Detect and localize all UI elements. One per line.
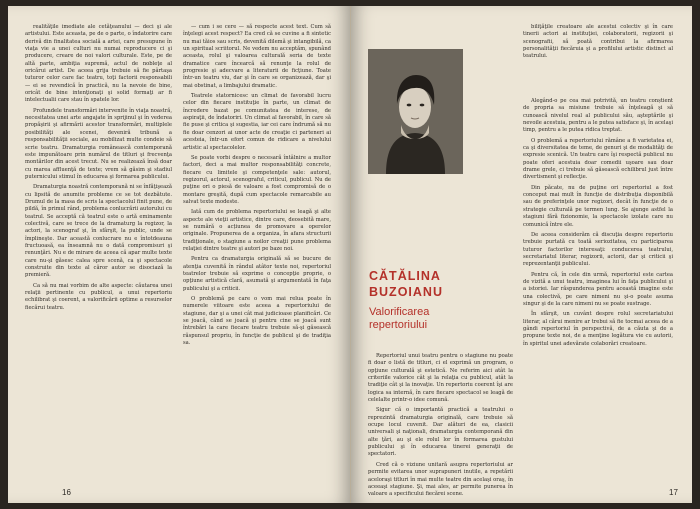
paragraph: Iată cum de problema repertoriului se leagă şi alte aspecte ale vieţii artistice, dintre care, deosebită mare, se numără o acțiunea de promovare a operelor originale. Propunerea de a organiza, în afara structurii tradiţionale, o stagiune a noilor creaţii pune problema relaţiei dintre teatre şi autori pe baze noi. [183,209,331,252]
author-first-name: CĂTĂLINA [369,269,441,283]
portrait-image [368,49,463,174]
page-number: 17 [669,488,678,497]
paragraph: Pentru că, în cele din urmă, repertoriul este cartea de vizită a unui teatru, imaginea lui în faţa publicului şi a istoriei. Iar răspunderea pentru această imagine este una colectivă, pe care nimeni nu şi-o poate asuma singur şi de la care nimeni nu se poate sustrage. [523,271,673,307]
left-column-2 [183,24,331,484]
left-page [8,6,351,503]
paragraph: Cred că o viziune unitară asupra repertoriului ar permite evitarea unor suprapuneri inutile, a repetării aceloraşi titluri în mai multe teatre din acelaşi oraş, în aceeaşi stagiune. Şi, mai ales, ar permite punerea în valoare a specificului fiecărei scene. [368,461,513,498]
right-page [351,6,692,503]
paragraph: De aceea considerăm că discuţia despre repertoriu trebuie purtată cu toată seriozitatea, cu participarea tuturor factorilor interesaţi: conducerea teatrului, secretariatul literar, regizorii, actorii, dar şi criticii şi reprezentanţii publicului. [523,231,673,268]
right-top-column [523,24,673,94]
left-column-1 [25,24,172,484]
paragraph: Ca să nu mai vorbim de alte aspecte: căutarea unei relaţii pertinente cu publicul, a unui repertoriu echilibrat şi coerent, a valorificării optime a resurselor fiecărui teatru. [25,282,172,311]
paragraph: Pentru ca dramaturgia originală să se bucure de atenţia cuvenită în rândul atâtor texte noi, repertoriul teatrelor trebuie să exprime o concepţie proprie, o opţiune artistică clară, asumată şi argumentată în faţa publicului şi a criticii. [183,256,331,292]
paragraph: Profundele transformări intervenite în viaţa noastră, necesitatea unei arte angajate în sprijinul şi în vederea propăşirii şi afirmării acestor transformări, multiplele posibilităţi ale scenei, deveniră tribună a responsabilităţii sociale, au mobilizat multe condeie să scrie teatru. Dramaturgia românească contemporană este impunătoare prin numărul de titluri şi frecvenţa montărilor din acest trecut. Nu se realizează însă doar cu marea affluenţă de texte; vrem să găsim şi stadiul puternicului stimul în educarea şi formarea publicului. [25,107,172,180]
paragraph: Dramaturgia noastră contemporană ni se înfăţişează cu lipsită de anumite probleme ce se tot dezbătute. Drumul de la masa de scris la spectacolul finit pune, de pildă, în primul rând, problema conlucrării autorului cu teatrul. Se acceptă că teatrul este o artă eminamente colectivă, care se trece de la dramaturg la regizor, la actori, la scenograf şi, în sfârşit, la public, unde se împlineşte. Dar această conlucrare nu e întotdeauna fructuoasă, ea înseamnă nu o dată compromisuri şi renunţări. Nu e de mirare de aceea că apar multe texte care nu-şi găsesc calea spre scenă, ca şi spectacole construite din texte al căror autor se disociază la premieră. [25,184,172,279]
paragraph: — cum i se cere — să respecte acest text. Cum să înţelegi acest respect? Ea cred că se cuvine a fi sintetic nu mai tăios sau scris, devenită dilemă şi intangibilă, ca un spiritual scriitorul. Ne vedem nu acceptăm, spunând aceasta, rolul şi valoarea culturală seria de texte dramatice care încearcă să renunţe la rolul de progresie şi adecvare a literaturii de ficţiune. Toate într-un teatru viu, dar şi în care se organizează, dar şi mai obstinat, a limbajului dramatic. [183,24,331,89]
paragraph: Teatrele statornicesc un climat de favorabil lucru celor din fiecare instituţie în parte, un climat de încredere bazat pe comunitatea de interese, de aspiraţii, de îndatoriri. Un climat al favorabil, în care să fie puse şi critica şi sugestia, iar cei care îndrumă să nu fie doar cenzori ai unor acte de creaţie ci parteneri ai acesteia, într-un efort comun de ridicare a nivelului artistic al spectacolelor. [183,93,331,151]
author-last-name: BUZOIANU [369,285,443,299]
paragraph: Sigur că o importantă practică a teatrului o reprezintă dramaturgia originală, care trebuie să ocupe locul cuvenit. Dar alături de ea, clasicii universali şi naţionali, dramaturgia contemporană din alte ţări, au şi ele rolul lor în formarea gustului publicului şi în educarea tinerei generaţii de spectatori. [368,407,513,458]
paragraph: O problemă pe care o vom mai relua poate în numerele viitoare este aceea a repertoriului de stagiune, dar şi a unei cât mai judicioase planificări. Ce se joacă, când se joacă şi pentru cine se joacă sunt întrebări la care fiecare teatru trebuie să-şi găsească răspunsul propriu, în funcţie de publicul şi de tradiţia sa. [183,296,331,347]
paragraph: Se poate vorbi despre o necesară întâlnire a multor factori, deci a mai multor responsabilităţi concrete, fiecare cu limitele şi competenţele sale: autorul, regizorul, actorul, scenograful, criticul, publicul. Nu de puţine ori o piesă de valoare a fost compromisă de o montare greşită, după cum spectacole remarcabile au salvat texte modeste. [183,154,331,205]
author-photo [368,49,463,174]
page-number: 16 [62,488,71,497]
paragraph: În sfârşit, un cuvânt despre rolul secretariatului literar, al cărui menire ar trebui să fie tocmai aceea de a gândi repertoriul în perspectivă, de a căuta şi de a propune texte noi, de a menţine legătura vie cu autorii, în spiritul unei adevărate colaborări creatoare. [523,311,673,347]
right-column [523,98,673,491]
article-title: Valorificarea repertoriului [369,306,430,331]
paragraph: biliţăţile creatoare ale acestui colectiv şi în care tinerii actori ai instituţiei, colaboratorii, regizorii şi scenografii, să poată contribui la afirmarea personalităţii fiecăruia şi a profilului artistic distinct al teatrului. [523,24,673,60]
paragraph: Repertoriul unui teatru pentru o stagiune nu poate fi doar o listă de titluri, ci el exprimă un program, o opţiune culturală şi estetică. Ne referim aici atât la criteriile valorice cât şi la relaţia cu publicul, atât la tradiţie cât şi la inovaţie. Un repertoriu coerent îşi are logica sa internă, în care fiecare spectacol se leagă de celelalte printr-o idee comună. [368,353,513,404]
paragraph: realităţile imediate ale cetăţeanului — deci şi ale artistului. Este aceasta, pe de o parte, o îndatorire care derivă din finalitatea socială a artei, care presupune în viaţa vie a unei culturi nu numai reproducere ci şi producere, creare de noi valori culturale. Este, pe de altă parte, ambiţia supremă, actul de nobleţe al oricărui artist. De aceea grija trebuie să fie pârtaşa tuturor celor care fac teatru, toţi factorii responsabili — ei se revendică în practică, nu la nevoie de bine, oricât de bine intenţionaţi şi solid formaţi ar fi intelectualii care stau în spatele lor. [25,24,172,104]
author-name [369,268,479,300]
paragraph: Din păcate, nu de puţine ori repertoriul a fost conceput mai mult în funcţie de distribuţia disponibilă sau de preferinţele unor regizori, decât în funcţie de o strategie culturală pe termen lung. Se ajunge astfel la stagiuni fără fizionomie, la spectacole izolate care nu comunică între ele. [523,184,673,228]
paragraph: O problemă a repertoriului rămâne a fi varietatea ei, ca şi diversitatea de teme, de genuri şi de modalităţi de expresie scenică. Un teatru care îşi respectă publicul nu poate oferi acestuia doar comedii uşoare sau doar drame grele, ci trebuie să găsească echilibrul just între divertisment şi reflecţie. [523,137,673,181]
right-lower-column [368,353,513,498]
paragraph: Alegând-o pe cea mai potrivită, un teatru conștient de propria sa misiune trebuie să înţeleagă şi să cunoască nivelul real al publicului său, aşteptările şi nevoile acestuia, pentru a le putea satisface şi, în acelaşi timp, pentru a le putea ridica treptat. [523,98,673,134]
